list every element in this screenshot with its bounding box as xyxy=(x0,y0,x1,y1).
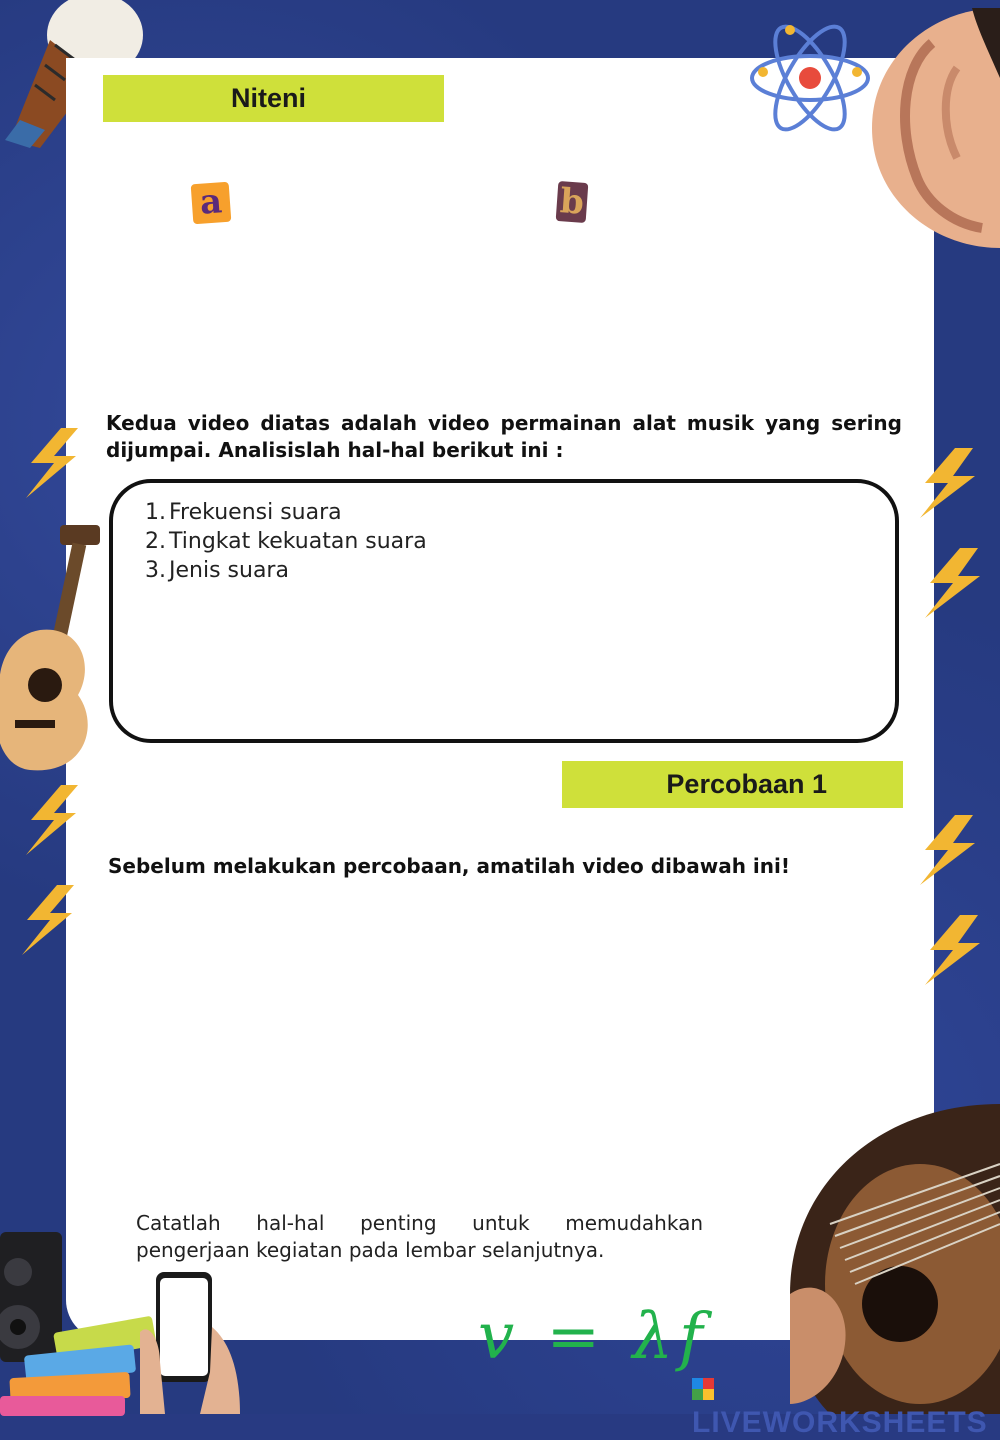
phone-icon xyxy=(140,1272,250,1414)
list-item xyxy=(145,498,427,527)
list-item xyxy=(145,527,427,556)
lightning-icon xyxy=(920,548,990,618)
guitar-icon xyxy=(0,525,110,775)
lightning-icon xyxy=(915,815,985,885)
lightning-icon xyxy=(915,448,985,518)
watermark xyxy=(692,1372,1000,1440)
list-number: 3. xyxy=(145,558,166,583)
ear-icon xyxy=(872,8,1000,248)
liveworksheets-logo-icon xyxy=(692,1378,714,1400)
list-item xyxy=(145,556,427,585)
note-paragraph: Catatlah hal-hal penting untuk memudahkan pengerjaan kegiatan pada lembar selanjutnya. xyxy=(136,1211,703,1262)
list-text: Jenis suara xyxy=(169,558,289,583)
intro-paragraph: Kedua video diatas adalah video permainan alat musik yang sering dijumpai. Analisislah hal-hal berikut ini : xyxy=(106,411,902,462)
list-text: Frekuensi suara xyxy=(169,500,342,525)
section-title-percobaan: Percobaan 1 xyxy=(562,761,903,808)
lightning-icon xyxy=(16,428,86,498)
instruction-paragraph: Sebelum melakukan percobaan, amatilah video dibawah ini! xyxy=(108,854,790,878)
wave-formula: v = λf xyxy=(478,1300,709,1374)
lightning-icon xyxy=(12,885,82,955)
lightning-icon xyxy=(920,915,990,985)
atom-icon xyxy=(745,20,875,135)
video-b-tag: b xyxy=(556,181,589,223)
watermark-text: LIVEWORKSHEETS xyxy=(692,1406,988,1439)
list-text: Tingkat kekuatan suara xyxy=(169,529,427,554)
list-number: 2. xyxy=(145,529,166,554)
section-title-niteni: Niteni xyxy=(103,75,444,122)
list-number: 1. xyxy=(145,500,166,525)
video-a-tag: a xyxy=(191,182,232,225)
analysis-list xyxy=(145,498,427,585)
guitar-photo-icon xyxy=(790,1104,1000,1414)
lightning-icon xyxy=(16,785,86,855)
